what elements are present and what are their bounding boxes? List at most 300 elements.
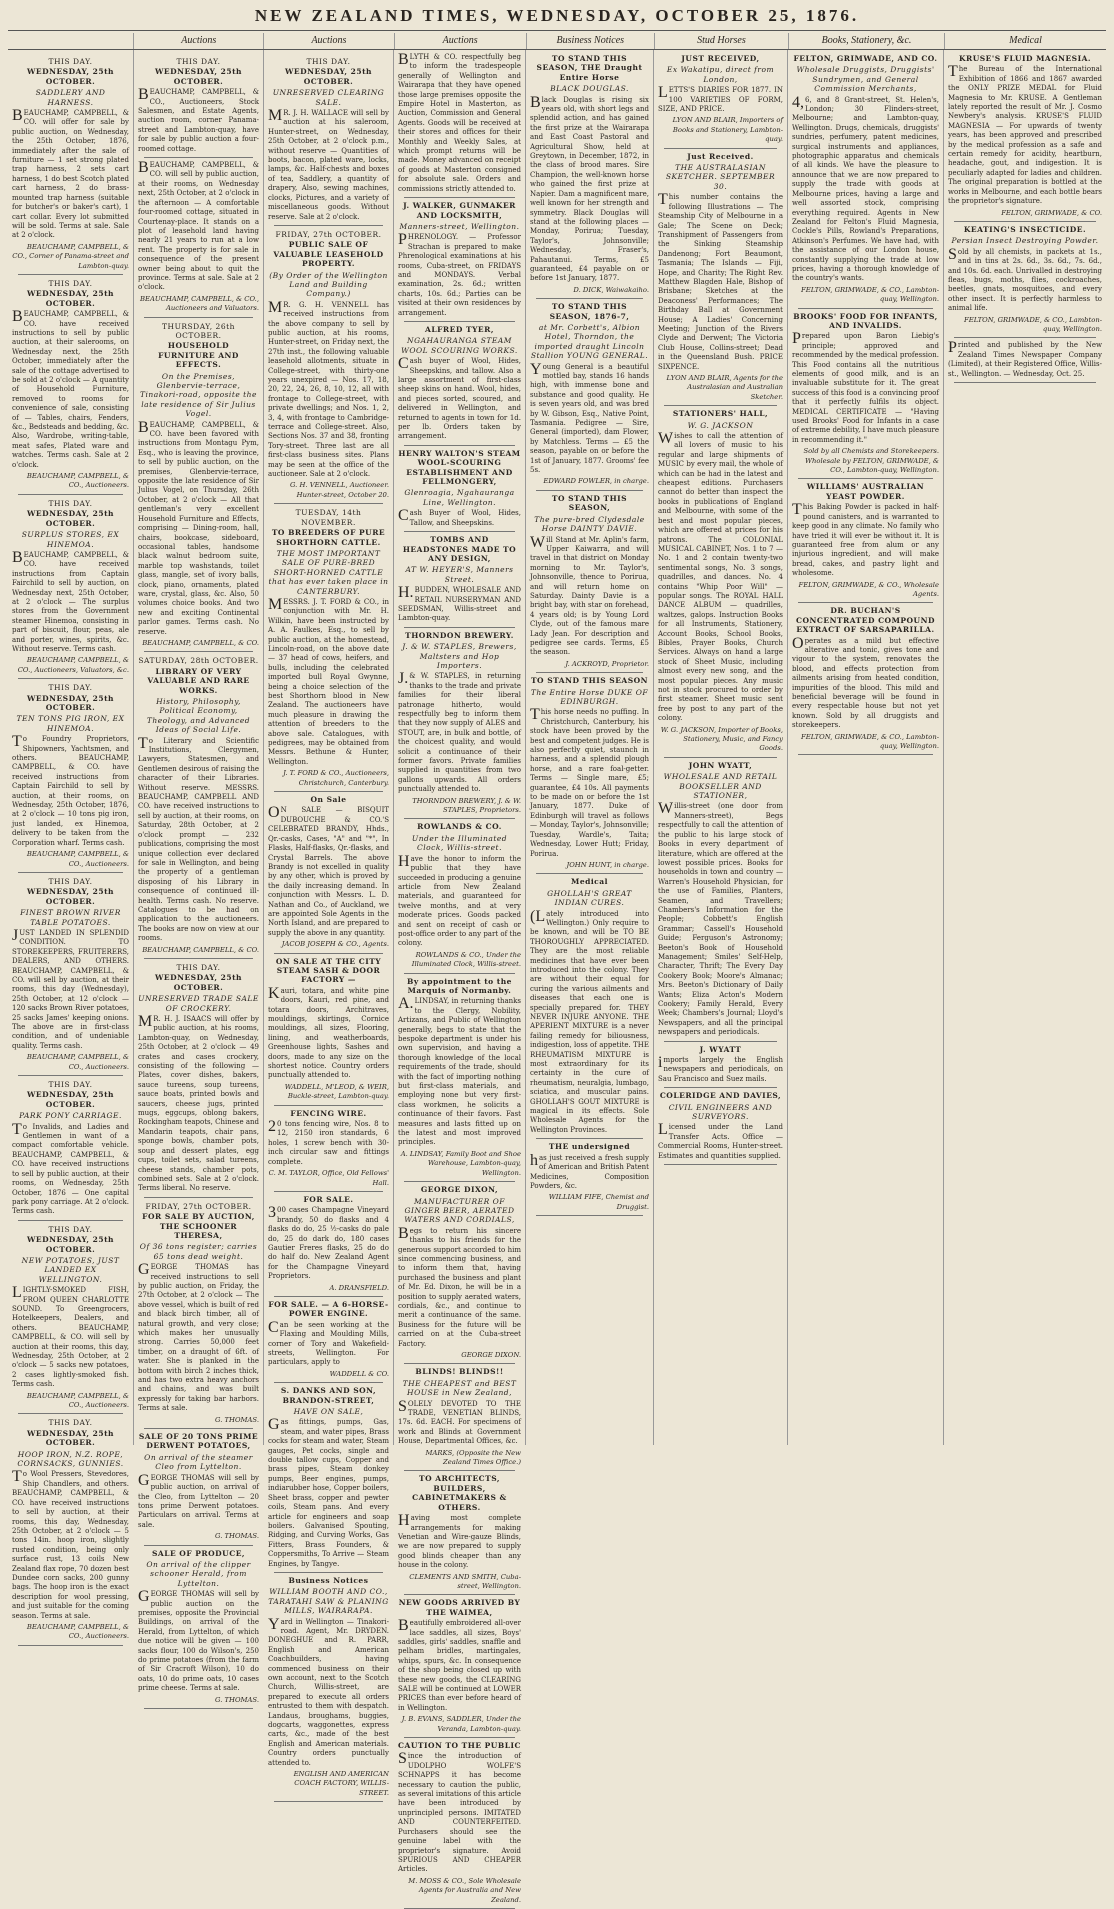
- ad-heading: WEDNESDAY, 25th OCTOBER.: [26, 1235, 115, 1254]
- ad-signature: D. DICK, Waiwakaiho.: [573, 285, 649, 294]
- divider: [536, 1138, 643, 1139]
- ad-body: J.& W. STAPLES, in returning thanks to the trade and private families for their liberal patronage hitherto, would respectfully beg to inform them that they now supply of ALES and STOUT, are, in bulk and bottle, of the choicest quality, and would solicit a continuance of their former favors. Private families supplied in quantities from two gallons upwards. All orders punctually attended to.: [398, 670, 521, 794]
- ad-body: Licensed under the Land Transfer Acts. Office — Commercial Rooms, Hunter-street. Estimates and quantities supplied.: [658, 1121, 783, 1160]
- ad-signature: BEAUCHAMP, CAMPBELL, & CO., Auctioneers.: [26, 1053, 129, 1071]
- ad-subheading: The pure-bred Clydesdale Horse DAINTY DAVIE.: [534, 514, 645, 534]
- divider: [664, 148, 777, 149]
- advertisement: [398, 325, 521, 446]
- ad-signature: A. DRANSFIELD.: [329, 1283, 389, 1292]
- ad-heading: TO STAND THIS SEASON: [530, 676, 649, 686]
- divider: [404, 1470, 515, 1471]
- ad-body: LETTS'S DIARIES FOR 1877. IN 100 VARIETIES OF FORM, SIZE, AND PRICE.: [658, 84, 783, 114]
- ad-subheading: FINEST BROWN RIVER TABLE POTATOES.: [20, 908, 121, 927]
- ad-signature: J. ACKROYD, Proprietor.: [565, 659, 649, 668]
- ad-heading: KEATING'S INSECTICIDE.: [963, 224, 1087, 234]
- ad-heading: LIBRARY OF VERY VALUABLE AND RARE WORKS.: [147, 666, 250, 695]
- ad-signature: MARKS, (Opposite the New Zealand Times Office.): [425, 1448, 521, 1467]
- section-header: Business Notices: [527, 33, 655, 49]
- advertisement: [658, 761, 783, 1042]
- ad-signature: FELTON, GRIMWADE, & CO., Wholesale Agents.: [798, 580, 939, 598]
- advertisement: [12, 1225, 129, 1415]
- advertisement: [12, 683, 129, 873]
- ad-body: 20 tons fencing wire, Nos. 8 to 12, 2150 iron standards, 6 holes, 1 screw bench with 30-inch circular saw and fittings complete.: [268, 1118, 389, 1166]
- ad-body: BEAUCHAMP, CAMPBELL, & CO., Auctioneers, Stock Salesmen, and Estate Agents, auction room, corner Panama-street and Lambton-quay, have for sale by public auction a four-roomed cottage.: [138, 86, 259, 153]
- ad-subheading: MANUFACTURER OF GINGER BEER, AERATED WATERS AND CORDIALS,: [404, 1196, 515, 1225]
- ad-heading: JOHN WYATT,: [688, 760, 753, 770]
- column-1: [8, 50, 134, 1641]
- ad-heading: Just Received.: [687, 151, 754, 161]
- advertisement: [268, 1109, 389, 1192]
- ad-heading: PUBLIC SALE OF VALUABLE LEASEHOLD PROPERTY.: [273, 240, 384, 269]
- ad-date: THIS DAY.: [48, 57, 93, 66]
- ad-subheading: WHOLESALE AND RETAIL BOOKSELLER AND STATIONER,: [663, 772, 778, 801]
- advertisement: [530, 676, 649, 874]
- ad-heading: KRUSE'S FLUID MAGNESIA.: [958, 54, 1092, 63]
- advertisement: [658, 1045, 783, 1089]
- divider: [274, 1191, 383, 1192]
- ad-signature: CLEMENTS AND SMITH, Cuba-street, Wellington.: [409, 1572, 521, 1590]
- ad-signature: G. THOMAS.: [215, 1695, 259, 1704]
- advertisement: [948, 341, 1102, 383]
- ad-body: This horse needs no puffing. In Christchurch, Canterbury, his stock have been proved by the best and competent judges. He is also perfectly quiet, staunch in harness, and a splendid plough horse, and a rare foal-getter. Terms — Single mare, £5; guarantee, £4 10s. All payments to be made on or before the 1st January, 1877. Duke of Edinburgh will travel as follows — Monday, Taylor's, Johnsonville; Tuesday, Wardle's, Taita; Wednesday, Lower Hutt; Friday, Porirua.: [530, 706, 649, 858]
- ad-body: 4,6, and 8 Grant-street, St. Helen's, London; 30 Flinders-street, Melbourne; and Lambton-quay, Wellington. Drugs, chemicals, druggists' sundries, perfumery, patent medicines, surgical instruments and appliances, photographic apparatus and chemicals of all kinds. We have the pleasure to announce that we are now prepared to supply the trade with goods at Melbourne prices, having a large and well assorted stock, comprising everything required. Agents in New Zealand for Felton's Fluid Magnesia, Cockle's Pills, Rowland's Preparations, Atkinson's Perfumes. We have had, with the assistance of our London house, constantly supplying the trade at low prices, having a thorough knowledge of the country's wants.: [792, 93, 939, 283]
- divider: [536, 672, 643, 673]
- advertisement: [268, 1576, 389, 1802]
- divider: [274, 953, 383, 954]
- ad-signature: M. MOSS & CO., Sole Wholesale Agents for Australia and New Zealand.: [408, 1876, 521, 1904]
- ad-signature: FELTON, GRIMWADE, & CO., Lambton-quay, Wellington.: [801, 732, 939, 751]
- ad-body: Young General is a beautiful mottled bay, stands 16 hands high, with immense bone and substance and good quality. He is seven years old, and was bred by W. Gibson, Esq., Native Point, Tasmania. Pedigree — Sire, General (imported), dam Flower, by Matchless. Terms — £5 the season, payable on or before the 1st of January, 1877. Grooms' fee 5s.: [530, 360, 649, 475]
- divider: [144, 1197, 253, 1198]
- column-3: [264, 50, 394, 1797]
- ad-body: MR. G. H. VENNELL has received instructions from the above company to sell by public auction, at his rooms, Hunter-street, on Friday next, the 27th inst., the following valuable leasehold allotments, situate in College-street, with thirty-one years unexpired — Nos. 17, 18, 20, 22, 24, 26, 8, 10, 12, all with frontage to College-street, with private dwellings; and Nos. 1, 2, 3, 4, with frontage to Cambridge-terrace and College-street. Also, Sections Nos. 37 and 38, fronting Tory-street. Three last are all first-class business sites. Plans may be seen at the office of the auctioneer. Sale at 2 o'clock.: [268, 298, 389, 479]
- advertisement: [268, 1386, 389, 1573]
- ad-signature: C. M. TAYLOR, Office, Old Fellows' Hall.: [268, 1169, 389, 1187]
- ad-subheading: On the Premises, Glenbervie-terrace, Tinakori-road, opposite the late residence of Sir Julius Vogel.: [140, 371, 257, 419]
- advertisement: [398, 1185, 521, 1364]
- ad-heading: ALFRED TYER,: [425, 324, 494, 334]
- divider: [404, 321, 515, 322]
- ad-subheading: at Mr. Corbett's, Albion Hotel, Thorndon, the imported draught Lincoln Stallion YOUNG GENERAL.: [530, 322, 649, 361]
- ad-subheading: Glenroagia, Ngahauranga Line, Wellington.: [404, 488, 515, 507]
- ad-subheading: (By Order of the Wellington Land and Building Company.): [269, 270, 388, 299]
- ad-heading: WEDNESDAY, 25th OCTOBER.: [26, 1090, 115, 1109]
- ad-signature: A. LINDSAY, Family Boot and Shoe Warehouse, Lambton-quay, Wellington.: [400, 1149, 521, 1177]
- ad-body: JUST LANDED IN SPLENDID CONDITION. TO STOREKEEPERS, FRUITERERS, DEALERS, AND OTHERS. BEAUCHAMP, CAMPBELL, & CO. will sell by auction, at their rooms, this day (Wednesday), 25th October, at 12 o'clock — 120 sacks Brown River potatoes, 25 sacks James' keeping onions. The above are in first-class condition, and of undeniable quality. Terms cash.: [12, 926, 129, 1050]
- divider: [144, 1708, 253, 1709]
- ad-subheading: Of 36 tons register; carries 65 tons dead weight.: [139, 1242, 258, 1261]
- ad-date: TUESDAY, 14th NOVEMBER.: [295, 508, 362, 527]
- advertisement: [138, 1432, 259, 1545]
- advertisement: [398, 53, 521, 198]
- divider: [954, 221, 1096, 222]
- advertisement: [792, 312, 939, 480]
- ad-signature: ENGLISH AND AMERICAN COACH FACTORY, WILLIS-STREET.: [293, 1770, 389, 1797]
- ad-date: THIS DAY.: [48, 278, 93, 288]
- divider: [798, 478, 933, 479]
- ad-subheading: SADDLERY AND HARNESS.: [35, 88, 106, 107]
- divider: [274, 1382, 383, 1383]
- divider: [536, 298, 643, 299]
- advertisement: [268, 1300, 389, 1383]
- ad-body: Operates as a mild but effective alterative and tonic, gives tone and vigour to the system, renovates the blood, and effects protection from ailments arising from heated condition, impurities of the blood. This mild and beneficial beverage will be found in every respectable house but not yet known. Sold by all druggists and storekeepers.: [792, 634, 939, 730]
- ad-date: THIS DAY.: [48, 1224, 93, 1234]
- ad-heading: GEORGE DIXON,: [420, 1185, 499, 1195]
- ad-body: Printed and published by the New Zealand Times Newspaper Company (Limited), at their Registered Office, Willis-st., Wellington. — Wednesday, Oct. 25.: [948, 339, 1102, 378]
- ad-body: Cash buyer of Wool, Hides, Sheepskins, and tallow. Also a large assortment of first-class sheep skins on hand. Wool, hides, and pieces sorted, scoured, and delivered in Wellington, and returned to agents in town for 1d. per lb. Orders taken by arrangement.: [398, 355, 521, 441]
- ad-date: SATURDAY, 28th OCTOBER.: [138, 656, 259, 666]
- advertisement: [138, 57, 259, 158]
- ad-body: This number contains the following Illustrations — The Steamship City of Melbourne in a Gale; The Scene on Deck; Transhipment of Passengers from the Sinking Steamship Dandenong; Fort Beaumont, Tasmania; The Islands — Fiji, Hope, and Charity; The Right Rev. Matthew Blagden Hale, Bishop of Brisbane; Sketches at the Deaconess' Performances; The Birthday Ball at Government House; A Ladies' Concerning Meeting; Junction of the Rivers Clyde and Derwent; The Victoria Club House, Collins-street; Dead in the Queensland Bush. PRICE SIXPENCE.: [658, 191, 783, 371]
- advertisement: [658, 152, 783, 407]
- ad-heading: J. WYATT: [699, 1044, 742, 1054]
- advertisement: [12, 279, 129, 495]
- ad-heading: WEDNESDAY, 25th OCTOBER.: [26, 289, 115, 308]
- ad-subheading: THE AUSTRALASIAN SKETCHER. SEPTEMBER 30.: [665, 163, 776, 191]
- advertisement: [138, 1202, 259, 1429]
- ad-heading: WILLIAMS' AUSTRALIAN YEAST POWDER.: [806, 482, 925, 501]
- ad-signature: BEAUCHAMP, CAMPBELL, & CO., Corner of Panama-street and Lambton-quay.: [12, 242, 129, 270]
- ad-signature: Sold by all Chemists and Storekeepers. Wholesale by FELTON, GRIMWADE, & CO., Lambton-quay, Wellington.: [803, 447, 939, 475]
- ad-subheading: NGAHAURANGA STEAM WOOL SCOURING WORKS.: [401, 336, 518, 355]
- ad-body: The Bureau of the International Exhibition of 1866 and 1867 awarded the ONLY PRIZE MEDAL for Fluid Magnesia to Mr. KRUSE. A Gentleman lately reported the result of Mr. J. Cosmo Newbery's analysis. KRUSE'S FLUID MAGNESIA — For upwards of twenty years, has been approved and prescribed by the medical profession as a safe and certain remedy for acidity, heartburn, headache, gout, and indigestion. It is peculiarly adapted for ladies and children. The original preparation is bottled at the works in Melbourne, and each bottle bears the proprietor's signature.: [948, 63, 1102, 206]
- ad-heading: WEDNESDAY, 25th OCTOBER.: [284, 67, 373, 86]
- advertisement: [658, 409, 783, 758]
- ad-signature: FELTON, GRIMWADE, & CO., Lambton-quay, Wellington.: [964, 315, 1102, 333]
- ad-body: Wishes to call the attention of all lovers of music to his regular and large shipments of MUSIC by every mail, the whole of which can be had in the latest and cheapest editions. Purchasers cannot do better than inspect the books in publications of England and Melbourne, with some of the best and most popular pieces, which are offered at prices for his patrons. The COLONIAL MUSICAL CABINET, Nos. 1 to 7 — No. 1 and 2 contain twenty-two sentimental songs, No. 3 songs, quadrilles, and dances. No. 4 contains "Whip Poor Will" — popular songs. The ROYAL HALL DANCE ALBUM — quadrilles, waltzes, galops. Instruction Books for all Instruments, Stationery, Account Books, School Books, Bibles, Prayer Books, Church Services. Always on hand a large stock of Sheet Music, including almost every new song, and the most popular pieces. Any music not in stock procured to order by first steamer. Sheet music sent free by post to any part of the colony.: [658, 430, 783, 723]
- ad-date: FRIDAY, 27th OCTOBER.: [275, 229, 382, 239]
- ad-signature: FELTON, GRIMWADE, & CO.: [1001, 208, 1102, 217]
- ad-subheading: UNRESERVED TRADE SALE OF CROCKERY.: [138, 994, 259, 1013]
- ad-body: Having most complete arrangements for making Venetian and Wire-gauze Blinds, we are now prepared to supply good blinds cheaper than any house in the colony.: [398, 1512, 521, 1570]
- ad-body: GEORGE THOMAS will sell by public auction on the premises, opposite the Provincial Buildings, on arrival of the Herald, from Lyttelton, of which due notice will be given — 100 sacks flour, 100 do Wilson's, 250 do prime potatoes (from the farm of Sir Cracroft Wilson), 10 do oats, 10 do prime oats, 10 cases prime cheese. Terms at sale.: [138, 1588, 259, 1693]
- ad-signature: J. B. EVANS, SADDLER, Under the Veranda, Lambton-quay.: [401, 1715, 521, 1733]
- ad-body: BEAUCHAMP, CAMPBELL, & CO. have been favored with instructions from Montagu Pym, Esq., who is leaving the province, to sell by public auction, on the premises, Glenbervie-terrace, opposite the late residence of Sir Julius Vogel, on Thursday, 26th October, at 2 o'clock — All that gentleman's very excellent Household Furniture and Effects, comprising — Dining-room, hall, chairs, bookcase, sideboard, occasional tables, handsome black walnut bedroom suite, marble top washstands, toilet glass, mangle, set of ivory balls, clock, piano, ornaments, plated ware, crystal, glass, &c. Also, 50 volumes choice books. And two new and exciting Continental parlor games. Terms cash. No reserve.: [138, 418, 259, 636]
- ad-heading: HOUSEHOLD FURNITURE AND EFFECTS.: [158, 341, 239, 370]
- ad-body: Willis-street (one door from Manners-street), Begs respectfully to call the attention of the public to his large stock of Books in every department of literature, which are offered at the lowest possible prices. Books for households in town and country — Warren's Household Physician, for the use of Families, Planters, Seamen, and Travellers; Chambers's Information for the People; Cobbett's English Grammar; Cassell's Household Guide; Ferguson's Astronomy; Beeton's Book of Household Management; Smiles' Self-Help, Character, Thrift; The Every Day Cookery Book; Moore's Almanac; Mrs. Beeton's Dictionary of Daily Wants; Eliza Acton's Modern Cookery; Family Herald, Every Week; Chambers's Journal; Lloyd's Newspapers, and all the principal newspapers and periodicals.: [658, 800, 783, 1037]
- advertisement: [530, 494, 649, 673]
- ad-heading: DR. BUCHAN'S CONCENTRATED COMPOUND EXTRACT OF SARSAPARILLA.: [796, 606, 935, 635]
- divider: [404, 973, 515, 974]
- divider: [404, 1594, 515, 1595]
- divider: [144, 1545, 253, 1546]
- ad-body: Begs to return his sincere thanks to his friends for the generous support accorded to him since commencing business, and to inform them that, having purchased the business and plant of Mr. Ed. Dixon, he will be in a position to supply aerated waters, cordials, &c., and continue to merit a continuance of the same. Business for the future will be carried on at the Cuba-street Factory.: [398, 1224, 521, 1348]
- ad-date: THIS DAY.: [48, 683, 93, 693]
- ad-signature: GEORGE DIXON.: [461, 1351, 521, 1359]
- ad-heading: FOR SALE. — A 6-HORSE-POWER ENGINE.: [268, 1299, 389, 1319]
- ad-heading: SALE OF 20 TONS PRIME DERWENT POTATOES,: [138, 1432, 259, 1451]
- divider: [18, 1413, 123, 1414]
- divider: [404, 1737, 515, 1738]
- divider: [798, 308, 933, 309]
- advertisement: [398, 1598, 521, 1738]
- advertisement: [398, 535, 521, 628]
- ad-body: BEAUCHAMP, CAMPBELL, & CO. have received instructions to sell by public auction, at their salerooms, on Wednesday next, the 25th October, immediately after the sale of the cottage advertised to be sold at 2 o'clock — A quantity of Household Furniture, removed to rooms for convenience of sale, consisting of — Tables, chairs, Fenders, &c., Bedsteads and bedding, &c. Also, Wardrobe, writing-table, meat safes, Plated ware and watches. Terms cash. Sale at 2 o'clock.: [12, 308, 129, 469]
- advertisement: [398, 631, 521, 820]
- divider: [664, 1087, 777, 1088]
- ad-body: To Invalids, and Ladies and Gentlemen in want of a compact comfortable vehicle. BEAUCHAMP, CAMPBELL, & CO. have received instructions to sell by public auction, at their rooms, on Wednesday, 25th October, 1876 — One capital park pony carriage. At 2 o'clock. Terms cash.: [12, 1120, 129, 1216]
- ad-signature: G. THOMAS.: [215, 1532, 259, 1541]
- advertisement: [530, 877, 649, 1139]
- divider: [664, 1164, 777, 1165]
- ad-date: THIS DAY.: [48, 876, 93, 886]
- ad-subheading: THE CHEAPEST and BEST HOUSE in New Zealand,: [402, 1378, 517, 1398]
- ad-body: BEAUCHAMP, CAMPBELL, & CO. will sell by public auction, at their rooms, on Wednesday next, 25th October, at 2 o'clock in the afternoon — A comfortable four-roomed cottage, situated in Courtenay-place. It stands on a plot of leasehold land having nearly 21 years to run at a low rent. The property is for sale in consequence of the present owner being about to quit the province. Terms at sale. Sale at 2 o'clock.: [138, 159, 259, 292]
- advertisement: [268, 230, 389, 504]
- ad-signature: BEAUCHAMP, CAMPBELL, & CO., Auctioneers, Valuators, &c.: [17, 656, 129, 674]
- ad-body: GEORGE THOMAS has received instructions to sell by public auction, on Friday, the 27th October, at 2 o'clock — The above vessel, which is built of red and black birch timber, all of natural growth, and very close; which makes her unusually strong. Carries 50,000 feet timber, on a draught of 6ft. of water. She is planked in the bottom with birch 2 inches thick, and has two extra heavy anchors and chains, and was built expressly for taking bar harbors. Terms at sale.: [138, 1261, 259, 1413]
- ad-heading: S. DANKS AND SON, BRANDON-STREET,: [280, 1386, 377, 1405]
- column-5: [526, 50, 654, 1445]
- divider: [18, 1075, 123, 1076]
- divider: [404, 1181, 515, 1182]
- divider: [144, 651, 253, 652]
- divider: [664, 405, 777, 406]
- ad-heading: TO STAND THIS SEASON,: [551, 493, 628, 513]
- divider: [954, 382, 1096, 383]
- ad-heading: WEDNESDAY, 25th OCTOBER.: [154, 67, 243, 86]
- divider: [664, 757, 777, 758]
- ad-heading: TO BREEDERS OF PURE SHORTHORN CATTLE.: [271, 528, 386, 547]
- ad-body: Black Douglas is rising six years old, with short legs and splendid action, and has gained the first prize at the Wairarapa and East Coast Pastoral and Agricultural Show, held at Greytown, in December, 1872, in the class of brood mares. Sire Champion, the well-known horse who gained the first prize at Napier. Dam a magnificent mare, well known for her strength and symmetry. Black Douglas will stand at the following places — Monday, Porirua; Tuesday, Taylor's, Johnsonville; Wednesday, Fraser's, Pahautanui. Terms, £5 guaranteed, £4 payable on or before 1st January, 1877.: [530, 93, 649, 283]
- section-header: Auctions: [264, 33, 394, 49]
- advertisement: [792, 482, 939, 603]
- advertisement: [792, 54, 939, 309]
- advertisement: [658, 54, 783, 149]
- ad-signature: LYON AND BLAIR, Importers of Books and Stationery, Lambton-quay.: [672, 116, 783, 144]
- ad-signature: BEAUCHAMP, CAMPBELL, & CO., Auctioneers.: [26, 850, 129, 868]
- ad-heading: Business Notices: [288, 1575, 369, 1585]
- ad-body: has just received a fresh supply of American and British Patent Medicines, Composition Powders, &c.: [530, 1151, 649, 1190]
- ad-body: Beautifully embroidered all-over lace saddles, all sizes, Boys' saddles, girls' saddles, snaffle and pelham bridles, martingales, whips, spurs, &c. In consequence of the shop being closed up with these new goods, the CLEARING SALE will be continued at LOWER PRICES than ever before heard of in Wellington.: [398, 1617, 521, 1712]
- ad-subheading: GHOLLAH'S GREAT INDIAN CURES.: [547, 888, 632, 908]
- ad-body: Can be seen working at the Flaxing and Moulding Mills, corner of Tory and Wakefield-streets, Wellington. For particulars, apply to: [268, 1318, 389, 1367]
- advertisement: [138, 1549, 259, 1710]
- ad-body: BEAUCHAMP, CAMPBELL, & CO. will offer for sale by public auction, on Wednesday, the 25th October, 1876, immediately after the sale of furniture — 1 set strong plated trap harness, 2 sets cart harness, 1 do best Scotch plated cart harness, 2 do brass-mounted trap harness (suitable for butcher's or baker's cart), 1 cart collar. Every lot submitted will be sold. Terms at sale. Sale at 2 o'clock.: [12, 107, 129, 240]
- ad-body: Yard in Wellington — Tinakori-road. Agent, Mr. DRYDEN. DONEGHUE and R. PARR, English and American Coachbuilders, having commenced business on their own account, next to the Scotch Church, Willis-street, are prepared to execute all orders entrusted to them with despatch. Landaus, broughams, buggies, dogcarts, waggonettes, express carts, &c., made of the best English and American materials. Country orders punctually attended to.: [268, 1615, 389, 1767]
- divider: [536, 490, 643, 491]
- advertisement: [268, 795, 389, 954]
- divider: [274, 1105, 383, 1106]
- ad-heading: SALE OF PRODUCE,: [151, 1548, 246, 1558]
- ad-signature: JOHN HUNT, in charge.: [566, 860, 649, 869]
- ad-heading: TOMBS AND HEADSTONES MADE TO ANY DESIGN,: [402, 535, 517, 563]
- ad-body: Prepared upon Baron Liebig's principle; approved and recommended by the medical profession. This Food contains all the nutritious elements of good milk, and is an invaluable substitute for it. The great success of this food is a convincing proof that it perfectly fulfils its object. MEDICAL CERTIFICATE — "Having used Brooks' Food for Infants in a case of extreme debility, I have much pleasure in recommending it.": [792, 330, 939, 444]
- ad-heading: WEDNESDAY, 25th OCTOBER.: [26, 509, 115, 528]
- ad-heading: By appointment to the Marquis of Normanby.: [407, 976, 512, 995]
- ad-date: FRIDAY, 27th OCTOBER.: [145, 1201, 252, 1211]
- advertisement: [268, 508, 389, 792]
- ad-heading: ON SALE AT THE CITY STEAM SASH & DOOR FACTORY —: [275, 956, 382, 985]
- ad-subheading: THE MOST IMPORTANT SALE OF PURE-BRED SHORT-HORNED CATTLE that has ever taken place in CANTERBURY.: [268, 548, 389, 596]
- ad-date: THURSDAY, 26th OCTOBER.: [162, 321, 235, 340]
- ad-subheading: Wholesale Druggists, Druggists' Sundrymen, and General Commission Merchants,: [796, 65, 935, 94]
- ad-heading: WEDNESDAY, 25th OCTOBER.: [26, 67, 115, 86]
- ad-heading: WEDNESDAY, 25th OCTOBER.: [26, 693, 115, 712]
- divider: [18, 678, 123, 679]
- section-header: Auctions: [134, 33, 264, 49]
- divider: [18, 872, 123, 873]
- ad-heading: WEDNESDAY, 25th OCTOBER.: [26, 887, 115, 906]
- ad-signature: W. G. JACKSON, Importer of Books, Stationery, Music, and Fancy Goods.: [660, 725, 783, 753]
- divider: [274, 791, 383, 792]
- ad-body: Since the introduction of UDOLPHO WOLFE'S SCHNAPPS it has become necessary to caution the public, as several imitations of this article have been introduced by unprincipled persons. IMITATED AND COUNTERFEITED. Purchasers should see the genuine label with the proprietor's signature. Avoid SPURIOUS AND CHEAPER Articles.: [398, 1750, 521, 1874]
- divider: [404, 818, 515, 819]
- ad-signature: THORNDON BREWERY, J. & W. STAPLES, Proprietors.: [412, 796, 521, 815]
- section-header: Medical: [1009, 35, 1042, 46]
- ad-heading: Medical: [571, 877, 608, 887]
- ad-date: THIS DAY.: [48, 498, 93, 508]
- divider: [404, 197, 515, 198]
- ad-heading: THORNDON BREWERY.: [405, 630, 514, 640]
- ad-heading: On Sale: [310, 795, 347, 805]
- divider: [404, 531, 515, 532]
- ad-subheading: HOOP IRON, N.Z. ROPE, CORNSACKS, GUNNIES.: [17, 1449, 124, 1469]
- ad-subheading: On arrival of the clipper schooner Herald, from Lyttelton.: [146, 1559, 251, 1588]
- ad-body: MR. H. J. ISAACS will offer by public auction, at his rooms, Lambton-quay, on Wednesday, 25th October, at 2 o'clock — 49 crates and cases crockery, consisting of the following — Plates, cover dishes, bakers, sauce tureens, soup tureens, sauce boats, printed bowls and saucers, cheese jugs, printed mugs, eggcups, oblong bakers, Rockingham teapots, Chinese and Mandarin teapots, chair pans, sponge bowls, chamber pots, soup and dessert plates, egg cups, toilet sets, salad tureens, cheese stands, chamber pots, combined sets. Sale at 2 o'clock. Terms liberal. No reserve.: [138, 1013, 259, 1193]
- ad-signature: ROWLANDS & CO., Under the Illuminated Clock, Willis-street.: [411, 950, 521, 969]
- ad-heading: NEW GOODS ARRIVED BY THE WAIMEA,: [398, 1598, 521, 1617]
- divider: [144, 317, 253, 318]
- ad-heading: FOR SALE BY AUCTION, THE SCHOONER THERESA,: [142, 1212, 255, 1240]
- divider: [798, 754, 933, 755]
- ad-body: H.BUDDEN, WHOLESALE AND RETAIL NURSERYMAN AND SEEDSMAN, Willis-street and Lambton-quay.: [398, 584, 521, 623]
- ad-subheading: HAVE ON SALE,: [293, 1407, 364, 1417]
- ad-heading: TO STAND THIS SEASON, 1876-7,: [549, 302, 630, 321]
- ad-signature: WADDELL, M'LEOD, & WEIR, Buckle-street, Lambton-quay.: [284, 1082, 389, 1101]
- divider: [144, 157, 253, 158]
- advertisement: [268, 957, 389, 1106]
- divider: [274, 1801, 383, 1802]
- ad-body: This Baking Powder is packed in half-pound canisters, and is warranted to keep good in any climate. No family who have tried it will ever be without it. It is guaranteed free from alum or any injurious ingredient, and will make bread, cakes, and pastry light and wholesome.: [792, 501, 939, 578]
- divider: [274, 1572, 383, 1573]
- ad-subheading: CIVIL ENGINEERS AND SURVEYORS.: [668, 1102, 773, 1122]
- divider: [798, 602, 933, 603]
- ad-signature: JACOB JOSEPH & CO., Agents.: [281, 940, 389, 949]
- ad-body: ON SALE — BISQUIT DUBOUCHE & CO.'S CELEBRATED BRANDY, Hhds., Qr.-casks, Cases, "A" and "*", In Flasks, Half-flasks, Qr.-flasks, and Crystal Barrels. The above Brandy is not excelled in quality by any other, which is proved by the daily increasing demand. In conjunction with Messrs. L. D. Nathan and Co., of Auckland, we are appointed Sole Agents in the North Island, and are prepared to supply the above in any quantity.: [268, 804, 389, 937]
- advertisement: [398, 977, 521, 1183]
- ad-signature: BEAUCHAMP, CAMPBELL, & CO., Auctioneers.: [26, 1391, 129, 1410]
- section-header-row: [8, 33, 1106, 50]
- advertisement: [530, 54, 649, 299]
- advertisement: [398, 1741, 521, 1909]
- column-4: [394, 50, 526, 1904]
- section-header: Stud Horses: [655, 33, 789, 49]
- ad-heading: ROWLANDS & CO.: [417, 822, 502, 832]
- ad-body: Kauri, totara, and white pine doors, Kauri, red pine, and totara doors, Architraves, mouldings, skirtings, Cornice mouldings, all sizes, Flooring, lining, and weatherboards, Greenhouse lights, Sashes and doors, made to any size on the shortest notice. Country orders punctually attended to.: [268, 984, 389, 1080]
- ad-subheading: Under the Illuminated Clock, Willis-street.: [411, 833, 508, 853]
- advertisement: [138, 963, 259, 1198]
- ad-heading: WEDNESDAY, 25th OCTOBER.: [154, 973, 243, 992]
- advertisement: [12, 1418, 129, 1645]
- ad-heading: TO STAND THIS SEASON, THE Draught Entire Horse: [536, 54, 643, 82]
- ad-signature: G. H. VENNELL, Auctioneer. Hunter-street, October 20.: [289, 481, 389, 499]
- ad-body: A.LINDSAY, in returning thanks to the Clergy, Nobility, Artizans, and Public of Wellington generally, begs to state that the bespoke department is under his own supervision, and having a thorough knowledge of the local requirements of the trade, should with the fact of importing nothing but first-class materials, and employing none but very first-class workmen, he solicits a continuance of their favors. Fast measures and lasts fitted up on the latest and most improved principles.: [398, 995, 521, 1147]
- divider: [404, 445, 515, 446]
- ad-date: THIS DAY.: [48, 1418, 93, 1428]
- ad-heading: FELTON, GRIMWADE, AND CO.: [793, 54, 938, 63]
- ad-heading: J. WALKER, GUNMAKER AND LOCKSMITH,: [403, 201, 516, 220]
- ad-heading: JUST RECEIVED,: [681, 54, 760, 63]
- ad-heading: HENRY WALTON'S STEAM WOOL-SCOURING ESTABLISHMENT AND FELLMONGERY,: [398, 448, 521, 487]
- ad-heading: FENCING WIRE.: [290, 1108, 367, 1118]
- divider: [536, 873, 643, 874]
- advertisement: [138, 161, 259, 318]
- column-6: [654, 50, 788, 1445]
- ad-date: THIS DAY.: [48, 1080, 93, 1090]
- column-2: [134, 50, 264, 1704]
- advertisement: [268, 1195, 389, 1297]
- advertisement: [12, 57, 129, 275]
- ad-body: 300 cases Champagne Vineyard brandy, 50 do flasks and 4 flasks do do, 25 ½-casks do pale do, 25 do dark do, 180 cases Gautier Freres flasks, 25 do do do half do. New Zealand Agent for the Champagne Vineyard Proprietors.: [268, 1204, 389, 1281]
- ad-body: (Lately introduced into Wellington.) Only require to be known, and will be TO BE THOROUGHLY APPRECIATED. They are the most reliable medicines that have ever been introduced into the colony. They are without their equal for curing the various ailments and diseases that each one is specially prepared for. THEY NEVER INJURE ANYONE. THE APERIENT MIXTURE is a never failing remedy for biliousness, indigestion, loss of appetite. THE RHEUMATISM MIXTURE is most extraordinary for its certainty in the cure of rheumatism, neuralgia, lumbago, sciatica, and muscular pains. GHOLLAH'S GOUT MIXTURE is magical in its effects. Sole Wholesale Agents for the Wellington Provinces.: [530, 907, 649, 1134]
- ad-body: MESSRS. J. T. FORD & CO., in conjunction with Mr. H. Wilkin, have been instructed by A. A. Faulkes, Esq., to sell by public auction, at the homestead, Lincoln-road, on the above date — 37 head of cows, heifers, and bulls, including the celebrated imported bull Royal Gwynne, being a choice selection of the best Shorthorn blood in New Zealand. The auctioneers have much pleasure in drawing the attention of breeders to the above sale. Catalogues, with pedigrees, may be obtained from Messrs. Bethune & Hunter, Wellington.: [268, 595, 389, 766]
- ad-body: Sold by all chemists, in packets at 1s., and in tins at 2s. 6d., 3s. 6d., 7s. 6d., and 10s. 6d. each. Unrivalled in destroying fleas, bugs, moths, flies, cockroaches, beetles, gnats, mosquitoes, and every other insect. It is perfectly harmless to animal life.: [948, 245, 1102, 313]
- ad-subheading: PARK PONY CARRIAGE.: [19, 1111, 122, 1121]
- ad-signature: BEAUCHAMP, CAMPBELL, & CO.: [142, 945, 259, 954]
- ad-signature: J. T. FORD & CO., Auctioneers, Christchurch, Canterbury.: [283, 769, 389, 787]
- ad-subheading: UNRESERVED CLEARING SALE.: [272, 88, 385, 107]
- ad-heading: CAUTION TO THE PUBLIC: [398, 1741, 521, 1751]
- divider: [18, 1220, 123, 1221]
- ad-body: Gas fittings, pumps, Gas, steam, and water pipes, Brass cocks for steam and water, Steam gauges, Pet cocks, single and double tallow cups, Copper and brass pipes, Steam donkey pumps, Beer engines, pumps, indiarubber hose, Copper boilers, Sheet brass, copper and pewter coils, Steam pans. And every article for engineers and soap boilers. Galvanised Spouting, Ridging, and Curving Works, Gas Fitters, Brass Founders, & Coppersmiths, To Arrive — Steam Engines, by Tangye.: [268, 1416, 389, 1568]
- ad-body: Cash Buyer of Wool, Hides, Tallow, and Sheepskins.: [398, 507, 521, 527]
- divider: [274, 1296, 383, 1297]
- ad-body: To Foundry Proprietors, Shipowners, Yachtsmen, and others. BEAUCHAMP, CAMPBELL, & CO. have received instructions from Captain Fairchild to sell by auction, at their rooms, on Wednesday, 25th October, 1876, at 2 o'clock — 10 tons pig iron, just landed, ex Hinemoa, delivery to be taken from the Corporation wharf. Terms cash.: [12, 733, 129, 847]
- ad-body: PHRENOLOGY. — Professor Strachan is prepared to make Phrenological examinations at his rooms, Cuba-street, on FRIDAYS and MONDAYS. Verbal examination, 2s. 6d.; written charts, 10s. 6d.; Parties can be visited at their own residences by arrangement.: [398, 231, 521, 317]
- ad-signature: WILLIAM FIFE, Chemist and Druggist.: [548, 1193, 649, 1211]
- ad-date: THIS DAY.: [176, 962, 221, 972]
- divider: [18, 274, 123, 275]
- advertisement: [268, 57, 389, 226]
- divider: [144, 1428, 253, 1429]
- ad-subheading: J. & W. STAPLES, Brewers, Maltsters and Hop Importers.: [402, 642, 517, 670]
- ad-signature: FELTON, GRIMWADE, & CO., Lambton-quay, Wellington.: [801, 285, 939, 304]
- divider: [664, 1041, 777, 1042]
- ad-subheading: NEW POTATOES, JUST LANDED EX WELLINGTON.: [21, 1255, 120, 1284]
- ad-signature: EDWARD FOWLER, in charge.: [543, 477, 649, 486]
- ad-body: Have the honor to inform the public that they have succeeded in producing a genuine article from New Zealand materials, and guaranteed for twelve months, and at very moderate prices. Goods packed and sent on receipt of cash or post-office order to any part of the colony.: [398, 852, 521, 948]
- advertisement: [12, 877, 129, 1076]
- ad-signature: LYON AND BLAIR, Agents for the Australasian and Australian Sketcher.: [666, 374, 783, 401]
- section-header: Books, Stationery, &c.: [789, 33, 945, 49]
- ad-subheading: W. G. JACKSON: [687, 420, 754, 430]
- ad-signature: BEAUCHAMP, CAMPBELL, & CO.: [142, 638, 259, 647]
- column-8: [944, 50, 1106, 1445]
- advertisement: [530, 302, 649, 491]
- masthead: NEW ZEALAND TIMES, WEDNESDAY, OCTOBER 25, 1876.: [8, 6, 1106, 31]
- ad-subheading: Ex Wakatipu, direct from London,: [666, 65, 775, 84]
- advertisement: [138, 322, 259, 653]
- ad-heading: FOR SALE.: [303, 1194, 354, 1204]
- advertisement: [658, 1091, 783, 1165]
- ad-heading: BLINDS! BLINDS!!: [415, 1367, 504, 1377]
- advertisement: [948, 54, 1102, 222]
- ad-subheading: On arrival of the steamer Cleo from Lyttelton.: [144, 1452, 253, 1472]
- ad-heading: TO ARCHITECTS, BUILDERS, CABINETMAKERS & OTHERS.: [412, 1474, 507, 1512]
- advertisement: [398, 201, 521, 322]
- ad-subheading: AT W. HEYER'S, Manners Street.: [405, 565, 514, 584]
- column-7: [788, 50, 944, 1445]
- ad-subheading: History, Philosophy, Political Economy, Theology, and Advanced Ideas of Social Life.: [146, 697, 251, 735]
- divider: [404, 627, 515, 628]
- ad-body: MR. J. H. WALLACE will sell by auction at his saleroom, Hunter-street, on Wednesday, 25th October, at 2 o'clock p.m., without reserve — Quantities of boots, bacon, plated ware, locks, lamps, &c. Half-chests and boxes of tea, Saddlery, a quantity of drapery, Also, sewing machines, clocks, Pictures, and a variety of miscellaneous goods. Without reserve. Sale at 2 o'clock.: [268, 107, 389, 221]
- ad-signature: BEAUCHAMP, CAMPBELL, & CO., Auctioneers.: [26, 472, 129, 490]
- divider: [274, 225, 383, 226]
- ad-body: BLYTH & CO. respectfully beg to inform the tradespeople generally of Wellington and Wairarapa that they have opened those large premises opposite the Empire Hotel in Masterton, as Auction, Commission and General Agents. Goods will be received at their stores and offices for their Monthly and Weekly Sales, at which prompt returns will be made. Money advanced on receipt of goods at Masterton consigned for absolute sale. Orders and commissions strictly attended to.: [398, 51, 521, 193]
- ad-date: THIS DAY.: [176, 57, 221, 66]
- divider: [18, 494, 123, 495]
